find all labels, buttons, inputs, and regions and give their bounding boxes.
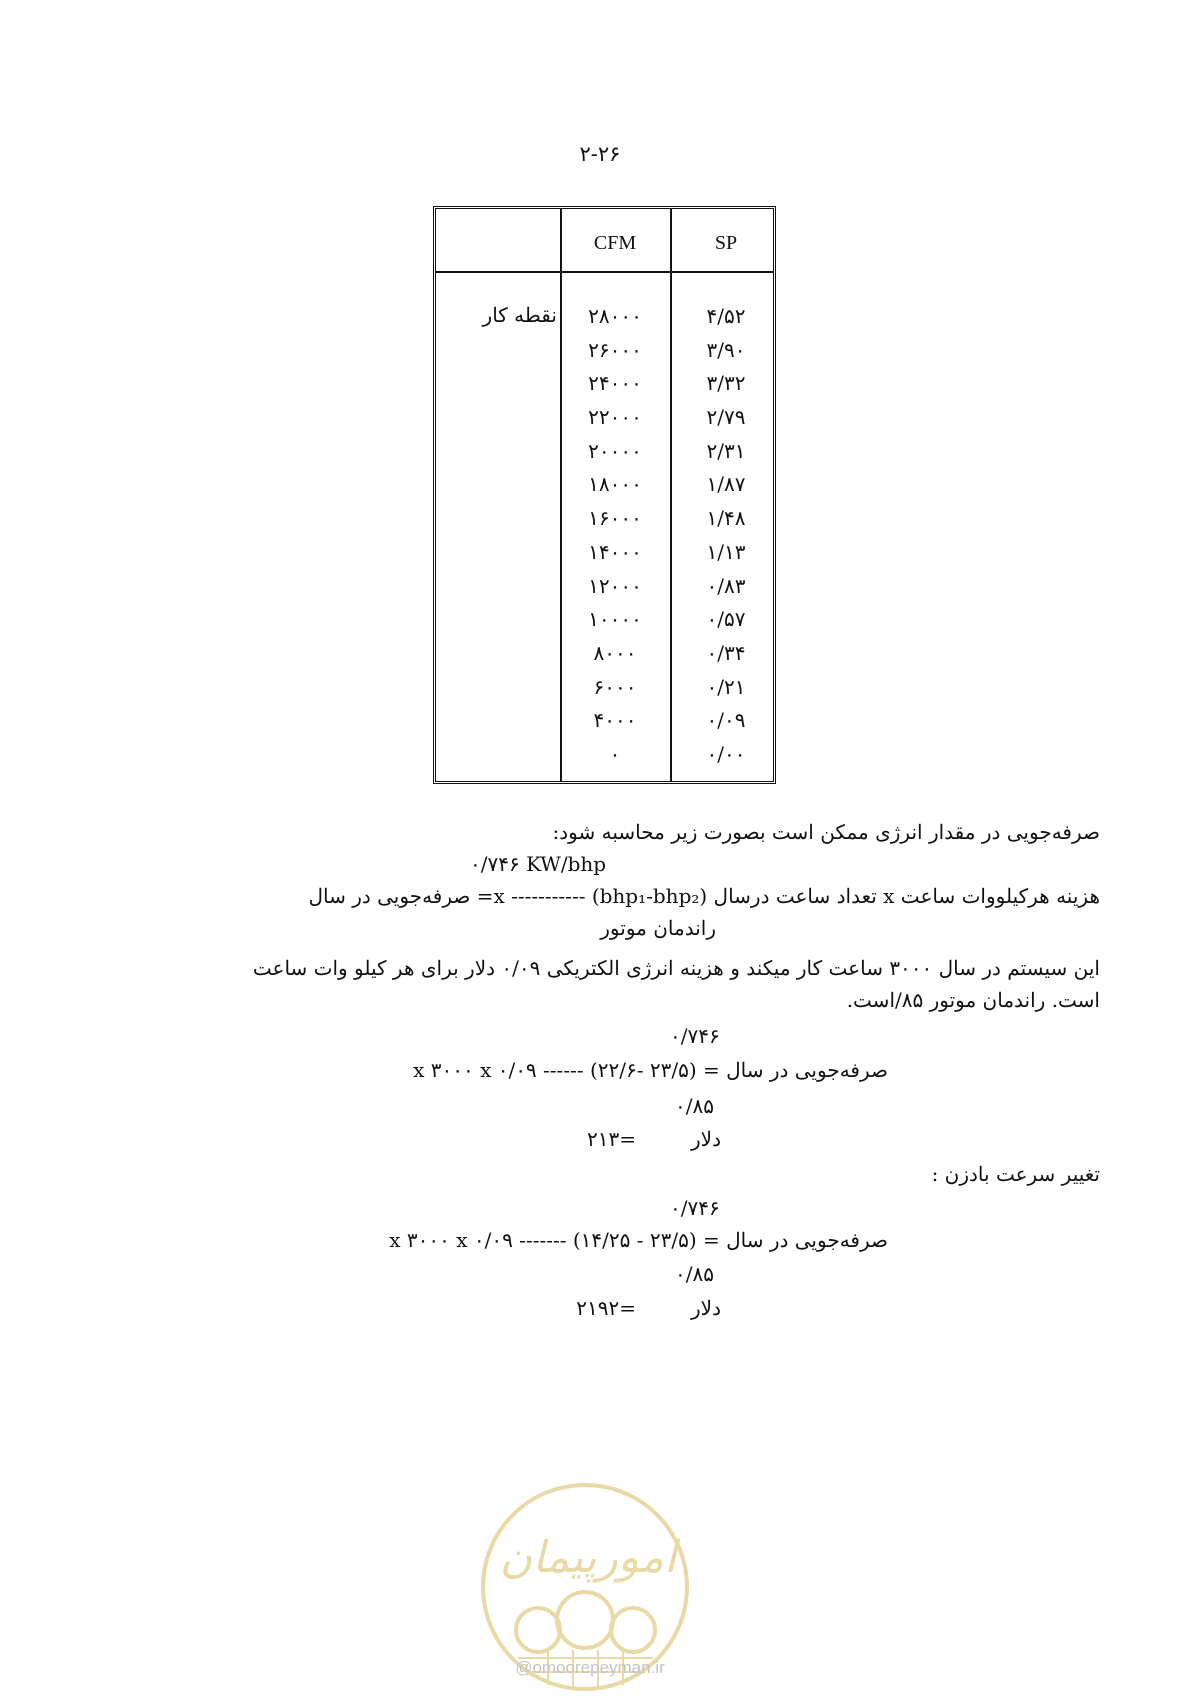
table-column-divider [670, 209, 672, 781]
table-cell-sp: ۱/۸۷ [706, 472, 746, 497]
calc2-denominator: ۰/۸۵ [675, 1262, 714, 1286]
calc1-denominator: ۰/۸۵ [675, 1094, 714, 1118]
table-cell-cfm: ۶۰۰۰ [593, 674, 637, 699]
table-cell-cfm: ۲۲۰۰۰ [588, 405, 642, 430]
table-cell-cfm: ۲۰۰۰۰ [588, 438, 642, 463]
table-cell-sp: ۱/۴۸ [706, 506, 746, 531]
calc2-numerator: ۰/۷۴۶ [670, 1196, 720, 1220]
calc1-equation: صرفه‌جویی در سال = (۲۳/۵ -۲۲/۶) ------ x ۳۰۰۰ x ۰/۰۹ [413, 1058, 888, 1082]
calc2-unit: دلار [691, 1296, 721, 1320]
table-cell-cfm: ۱۴۰۰۰ [588, 539, 642, 564]
table-cell-cfm: ۸۰۰۰ [593, 640, 637, 665]
table-cell-sp: ۱/۱۳ [706, 539, 746, 564]
table-cell-sp: ۲/۳۱ [706, 438, 746, 463]
table-header-sp: SP [714, 232, 738, 254]
table-cell-cfm: ۴۰۰۰ [593, 708, 637, 733]
calc1-unit: دلار [691, 1127, 721, 1151]
table-cell-cfm: ۲۴۰۰۰ [588, 371, 642, 396]
table-column-cfm [565, 300, 665, 772]
table-header-cfm: CFM [593, 232, 637, 254]
table-cell-cfm: ۱۰۰۰۰ [588, 607, 642, 632]
table-cell-sp: ۲/۷۹ [706, 405, 746, 430]
savings-formula: هزینه هرکیلووات ساعت x تعداد ساعت درسال x ----------- (bhp₁-bhp₂)= صرفه‌جویی در سال [308, 884, 1100, 908]
table-cell-sp: ۴/۵۲ [706, 304, 746, 328]
table-cell-cfm: ۲۸۰۰۰ [588, 304, 642, 328]
table-cell-sp: ۰/۳۴ [706, 640, 746, 665]
table-cell-sp: ۳/۳۲ [706, 371, 746, 396]
watermark-text: امورپیمان [499, 1532, 677, 1583]
table-cell-cfm: ۱۶۰۰۰ [588, 506, 642, 531]
table-row-label: نقطه کار [482, 303, 557, 327]
table-column-divider [560, 209, 562, 781]
page-number: ۲-۲۶ [579, 142, 621, 166]
formula-denominator: راندمان موتور [600, 916, 716, 940]
speed-change-heading: تغییر سرعت بادزن : [931, 1162, 1100, 1186]
paragraph-line-1: این سیستم در سال ۳۰۰۰ ساعت کار میکند و هزینه انرژی الکتریکی ۰/۰۹ دلار برای هر کیلو وات ساعت [252, 956, 1100, 980]
table-cell-sp: ۳/۹۰ [706, 337, 746, 362]
calc2-result: =۲۱۹۲ [576, 1296, 636, 1320]
calc1-result: =۲۱۳ [587, 1127, 636, 1151]
table-column-sp [676, 300, 776, 772]
table-cell-cfm: ۲۶۰۰۰ [588, 337, 642, 362]
table-cell-cfm: ۱۲۰۰۰ [588, 573, 642, 598]
table-cell-cfm: ۰ [609, 741, 621, 766]
conversion-factor: ۰/۷۴۶ KW/bhp [470, 852, 607, 876]
intro-text: صرفه‌جویی در مقدار انرژی ممکن است بصورت زیر محاسبه شود: [552, 820, 1100, 844]
calc2-equation: صرفه‌جویی در سال = (۲۳/۵ - ۱۴/۲۵) ------- x ۳۰۰۰ x ۰/۰۹ [389, 1228, 888, 1252]
table-cell-sp: ۰/۰۰ [706, 741, 746, 766]
table-cell-sp: ۰/۲۱ [706, 674, 746, 699]
table-cell-sp: ۰/۰۹ [706, 708, 746, 733]
table-cell-sp: ۰/۵۷ [706, 607, 746, 632]
calc1-numerator: ۰/۷۴۶ [670, 1024, 720, 1048]
paragraph-line-2: است. راندمان موتور ۸۵/است. [846, 988, 1100, 1012]
watermark-url: @omoorepeyman.ir [515, 1658, 665, 1677]
table-cell-sp: ۰/۸۳ [706, 573, 746, 598]
table-cell-cfm: ۱۸۰۰۰ [588, 472, 642, 497]
table-header-divider [436, 271, 773, 273]
